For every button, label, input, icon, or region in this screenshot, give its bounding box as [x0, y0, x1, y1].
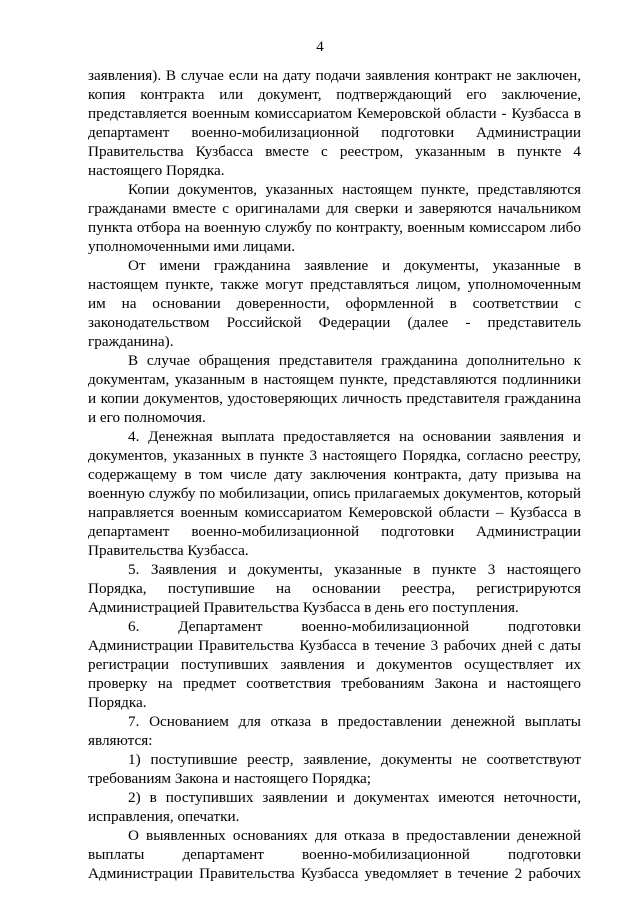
- paragraph-item-6: 6. Департамент военно-мобилизационной подготовки Администрации Правительства Кузбасса в течение 3 рабочих дней с даты регистрации поступивших заявления и документов осуществляет их проверку на предмет соответствия требованиям Закона и настоящего Порядка.: [88, 618, 581, 711]
- paragraph-item-7: 7. Основанием для отказа в предоставлении денежной выплаты являются:: [88, 713, 581, 749]
- paragraph-notification: О выявленных основаниях для отказа в предоставлении денежной выплаты департамент военно-мобилизационной подготовки Администрации Правительства Кузбасса уведомляет в течение 2 рабочих: [88, 827, 581, 882]
- paragraph-item-5: 5. Заявления и документы, указанные в пункте 3 настоящего Порядка, поступившие на основании реестра, регистрируются Администрацией Правительства Кузбасса в день его поступления.: [88, 561, 581, 616]
- paragraph-representative-documents: В случае обращения представителя гражданина дополнительно к документам, указанным в настоящем пункте, представляются подлинники и копии документов, удостоверяющих личность представителя гражданина и его полномочия.: [88, 352, 581, 426]
- page-number: 4: [316, 39, 324, 55]
- document-body: [88, 66, 581, 883]
- paragraph-document-copies: Копии документов, указанных настоящем пункте, представляются гражданами вместе с оригиналами для сверки и заверяются начальником пункта отбора на военную службу по контракту, военным комиссаром либо уполномоченными ими лицами.: [88, 181, 581, 255]
- paragraph-contract-copy: заявления). В случае если на дату подачи заявления контракт не заключен, копия контракта или документ, подтверждающий его заключение, представляется военным комиссариатом Кемеровской области - Кузбасса в департамент военно-мобилизационной подготовки Администрации Правительства Кузбасса вместе с реестром, указанным в пункте 4 настоящего Порядка.: [88, 67, 581, 179]
- paragraph-item-7-sub-1: 1) поступившие реестр, заявление, документы не соответствуют требованиям Закона и настоящего Порядка;: [88, 751, 581, 787]
- paragraph-representative: От имени гражданина заявление и документы, указанные в настоящем пункте, также могут представляться лицом, уполномоченным им на основании доверенности, оформленной в соответствии с законодательством Российской Федерации (далее - представитель гражданина).: [88, 257, 581, 350]
- paragraph-item-7-sub-2: 2) в поступивших заявлении и документах имеются неточности, исправления, опечатки.: [88, 789, 581, 825]
- paragraph-item-4: 4. Денежная выплата предоставляется на основании заявления и документов, указанных в пункте 3 настоящего Порядка, согласно реестру, содержащему в том числе дату заключения контракта, дату призыва на военную службу по мобилизации, опись прилагаемых документов, который направляется военным комиссариатом Кемеровской области – Кузбасса в департамент военно-мобилизационной подготовки Администрации Правительства Кузбасса.: [88, 428, 581, 559]
